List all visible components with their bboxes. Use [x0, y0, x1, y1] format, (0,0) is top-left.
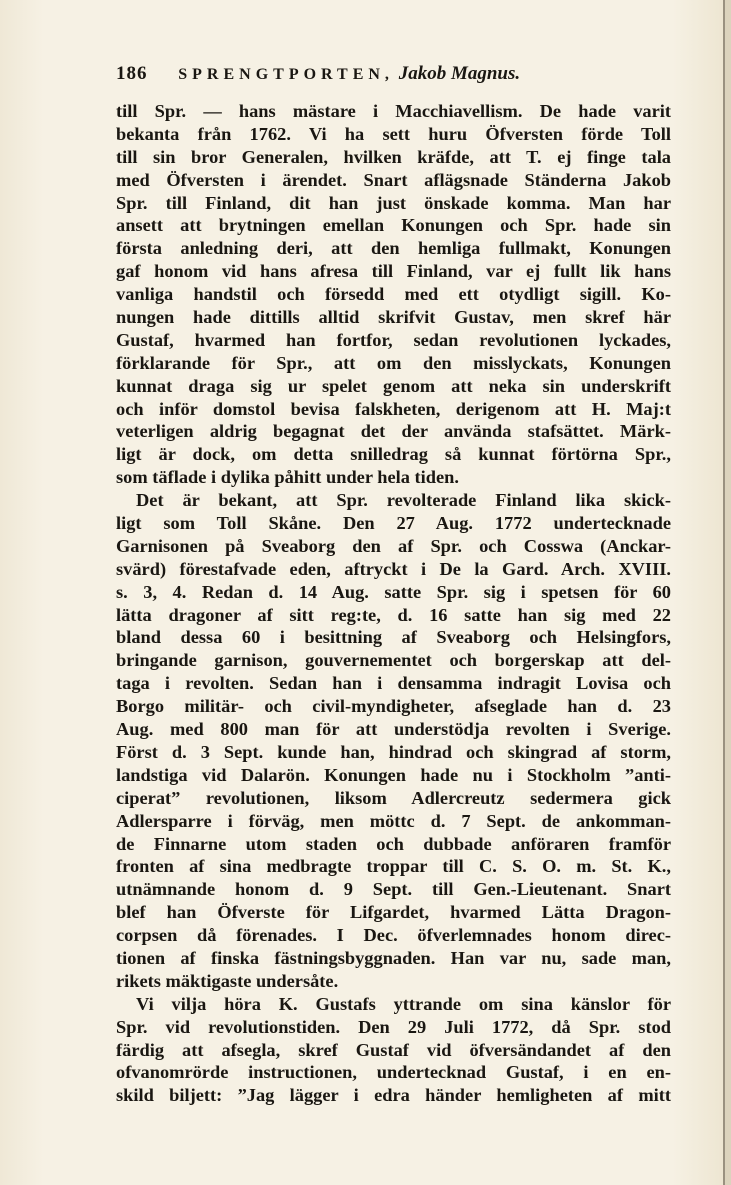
text-line: vanliga handstil och försedd med ett otydligt sigill. Ko- — [116, 284, 671, 305]
header-given-names: Jakob Magnus. — [398, 63, 521, 84]
text-line: tionen af finska fästningsbyggnaden. Han var nu, sade man, — [116, 947, 671, 968]
text-line: färdig att afsegla, skref Gustaf vid öfversändandet af den — [116, 1039, 671, 1060]
running-header — [116, 63, 676, 93]
text-line: ansett att brytningen emellan Konungen och Spr. hade sin — [116, 215, 671, 236]
page-edge-line — [723, 0, 725, 1185]
text-line: som täflade i dylika påhitt under hela tiden. — [116, 467, 460, 488]
text-line: landstiga vid Dalarön. Konungen hade nu i Stockholm ”anti- — [116, 764, 671, 785]
text-line: med Öfversten i ärendet. Snart aflägsnade Ständerna Jakob — [116, 169, 671, 190]
text-line: s. 3, 4. Redan d. 14 Aug. satte Spr. sig i spetsen för 60 — [116, 581, 671, 602]
text-line: Det är bekant, att Spr. revolterade Finland lika skick- — [136, 490, 671, 511]
page-number: 186 — [116, 63, 148, 84]
text-line: bringande garnison, gouvernementet och borgerskap att del- — [116, 650, 671, 671]
body-text — [116, 100, 671, 1107]
text-line: utnämnande honom d. 9 Sept. till Gen.-Lieutenant. Snart — [116, 879, 671, 900]
text-line: skild biljett: ”Jag lägger i edra händer hemligheten af mitt — [116, 1085, 671, 1106]
text-line: Vi vilja höra K. Gustafs yttrande om sina känslor för — [136, 993, 671, 1014]
text-line: blef han Öfverste för Lifgardet, hvarmed Lätta Dragon- — [116, 902, 671, 923]
text-line: första anledning deri, att den hemliga fullmakt, Konungen — [116, 238, 671, 259]
text-line: nungen hade dittills alltid skrifvit Gustav, men skref här — [116, 307, 671, 328]
text-line: ofvanomrörde instructionen, undertecknad Gustaf, i en en- — [116, 1062, 671, 1083]
text-line: kunnat draga sig ur spelet genom att neka sin underskrift — [116, 375, 671, 396]
text-line: veterligen aldrig begagnat det der använda stafsättet. Märk- — [116, 421, 671, 442]
text-line: Spr. vid revolutionstiden. Den 29 Juli 1772, då Spr. stod — [116, 1016, 671, 1037]
text-line: till Spr. — hans mästare i Macchiavellism. De hade varit — [116, 101, 671, 121]
text-line: rikets mäktigaste undersåte. — [116, 970, 339, 991]
text-line: gaf honom vid hans afresa till Finland, var ej fullt lik hans — [116, 261, 671, 282]
text-line: svärd) förestafvade eden, aftryckt i De la Gard. Arch. XVIII. — [116, 558, 671, 579]
text-line: Spr. till Finland, dit han just önskade komma. Man har — [116, 192, 671, 213]
text-line: Garnisonen på Sveaborg den af Spr. och Cosswa (Anckar- — [116, 535, 671, 556]
text-line: ligt som Toll Skåne. Den 27 Aug. 1772 undertecknade — [116, 513, 671, 534]
text-line: Aug. med 800 man för att understödja revolten i Sverige. — [116, 719, 671, 740]
text-line: förklarande för Spr., att om den misslyckats, Konungen — [116, 352, 671, 373]
text-line: ligt är dock, om detta snilledrag så kunnat förtörna Spr., — [116, 444, 671, 465]
text-line: ciperat” revolutionen, liksom Adlercreutz sedermera gick — [116, 787, 671, 808]
text-line: Gustaf, hvarmed han fortfor, sedan revolutionen lyckades, — [116, 329, 671, 350]
text-line: bekanta från 1762. Vi ha sett huru Öfversten förde Toll — [116, 123, 671, 144]
text-line: till sin bror Generalen, hvilken kräfde, att T. ej finge tala — [116, 146, 671, 167]
text-line: corpsen då förenades. I Dec. öfverlemnades honom direc- — [116, 925, 671, 946]
text-line: Först d. 3 Sept. kunde han, hindrad och skingrad af storm, — [116, 741, 671, 762]
text-line: de Finnarne utom staden och dubbade anföraren framför — [116, 833, 671, 854]
text-line: fronten af sina medbragte troppar till C. S. O. m. St. K., — [116, 856, 671, 877]
text-line: bland dessa 60 i besittning af Sveaborg och Helsingfors, — [116, 627, 671, 648]
text-line: taga i revolten. Sedan han i densamma indragit Lovisa och — [116, 673, 671, 694]
text-line: och inför domstol bevisa falskheten, derigenom att H. Maj:t — [116, 398, 671, 419]
text-line: Borgo militär- och civil-myndigheter, afseglade han d. 23 — [116, 696, 671, 717]
text-line: Adlersparre i förväg, men möttc d. 7 Sept. de ankomman- — [116, 810, 671, 831]
text-line: lätta dragoner af sitt reg:te, d. 16 satte han sig med 22 — [116, 604, 671, 625]
header-surname: SPRENGTPORTEN, — [178, 66, 394, 83]
page-edge-shadow — [725, 0, 731, 1185]
